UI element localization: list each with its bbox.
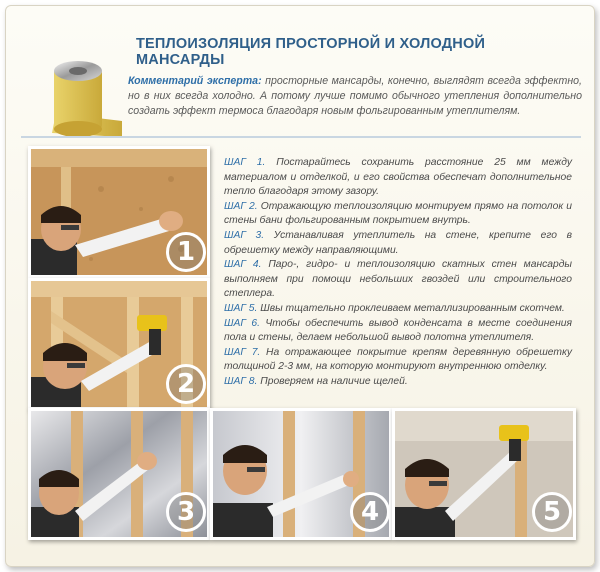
step-badge-2: 2 xyxy=(166,364,206,404)
step-text: Устанавливая утеплитель на стене, крепите его в обрешетку между направляющими. xyxy=(224,229,572,256)
step-badge-1: 1 xyxy=(166,232,206,272)
step-number: ШАГ 2. xyxy=(224,200,258,212)
step-5 xyxy=(224,302,572,317)
step-badge-4: 4 xyxy=(350,492,390,532)
step-text: Проверяем на наличие щелей. xyxy=(257,375,408,387)
page-title: ТЕПЛОИЗОЛЯЦИЯ ПРОСТОРНОЙ И ХОЛОДНОЙ МАНСАРДЫ xyxy=(136,36,486,68)
step-number: ШАГ 4. xyxy=(224,259,262,271)
step-number: ШАГ 8. xyxy=(224,375,258,387)
step-text: Отражающую теплоизоляцию монтируем прямо на потолок и стены бани фольгированным покрытием внутрь. xyxy=(224,200,572,227)
step-3 xyxy=(224,229,572,258)
step-4 xyxy=(224,258,572,302)
expert-comment xyxy=(128,74,582,119)
step-number: ШАГ 7. xyxy=(224,346,261,358)
step-badge-5: 5 xyxy=(532,492,572,532)
step-text: На отражающее покрытие крепям деревянную обрешетку толщиной 2-3 мм, на которую монтируют внутреннюю отделку. xyxy=(224,346,572,373)
steps-list xyxy=(224,156,572,390)
divider xyxy=(21,136,581,138)
expert-comment-label: Комментарий эксперта: xyxy=(128,75,262,87)
step-text: Чтобы обеспечить вывод конденсата в месте соединения пола и стены, делаем небольшой вывод полотна утеплителя. xyxy=(224,317,572,344)
step-6 xyxy=(224,317,572,346)
step-7 xyxy=(224,346,572,375)
step-number: ШАГ 6. xyxy=(224,317,260,329)
step-text: Паро-, гидро- и теплоизоляцию скатных стен мансарды выполняем при помощи небольших гвоздей или строительного степлера. xyxy=(224,259,572,300)
step-8 xyxy=(224,375,572,390)
step-badge-3: 3 xyxy=(166,492,206,532)
step-number: ШАГ 5. xyxy=(224,302,258,314)
step-number: ШАГ 1. xyxy=(224,157,266,168)
step-number: ШАГ 3. xyxy=(224,229,265,241)
step-1 xyxy=(224,156,572,200)
expert-comment-text: просторные мансарды, конечно, выглядят всегда эффектно, но в них всегда холодно. А потому лучше помимо обычного утепления дополнительно создать эффект термоса благодаря новым фольгированным утеплителям. xyxy=(128,75,582,117)
step-text: Швы тщательно проклеиваем металлизированным скотчем. xyxy=(257,302,565,314)
infographic-card xyxy=(5,5,595,567)
step-text: Постарайтесь сохранить расстояние 25 мм между материалом и отделкой, и его свойства обеспечат дополнительное тепло благодаря этому зазору. xyxy=(224,157,572,198)
insulation-roll-image xyxy=(26,51,128,141)
step-2 xyxy=(224,200,572,229)
